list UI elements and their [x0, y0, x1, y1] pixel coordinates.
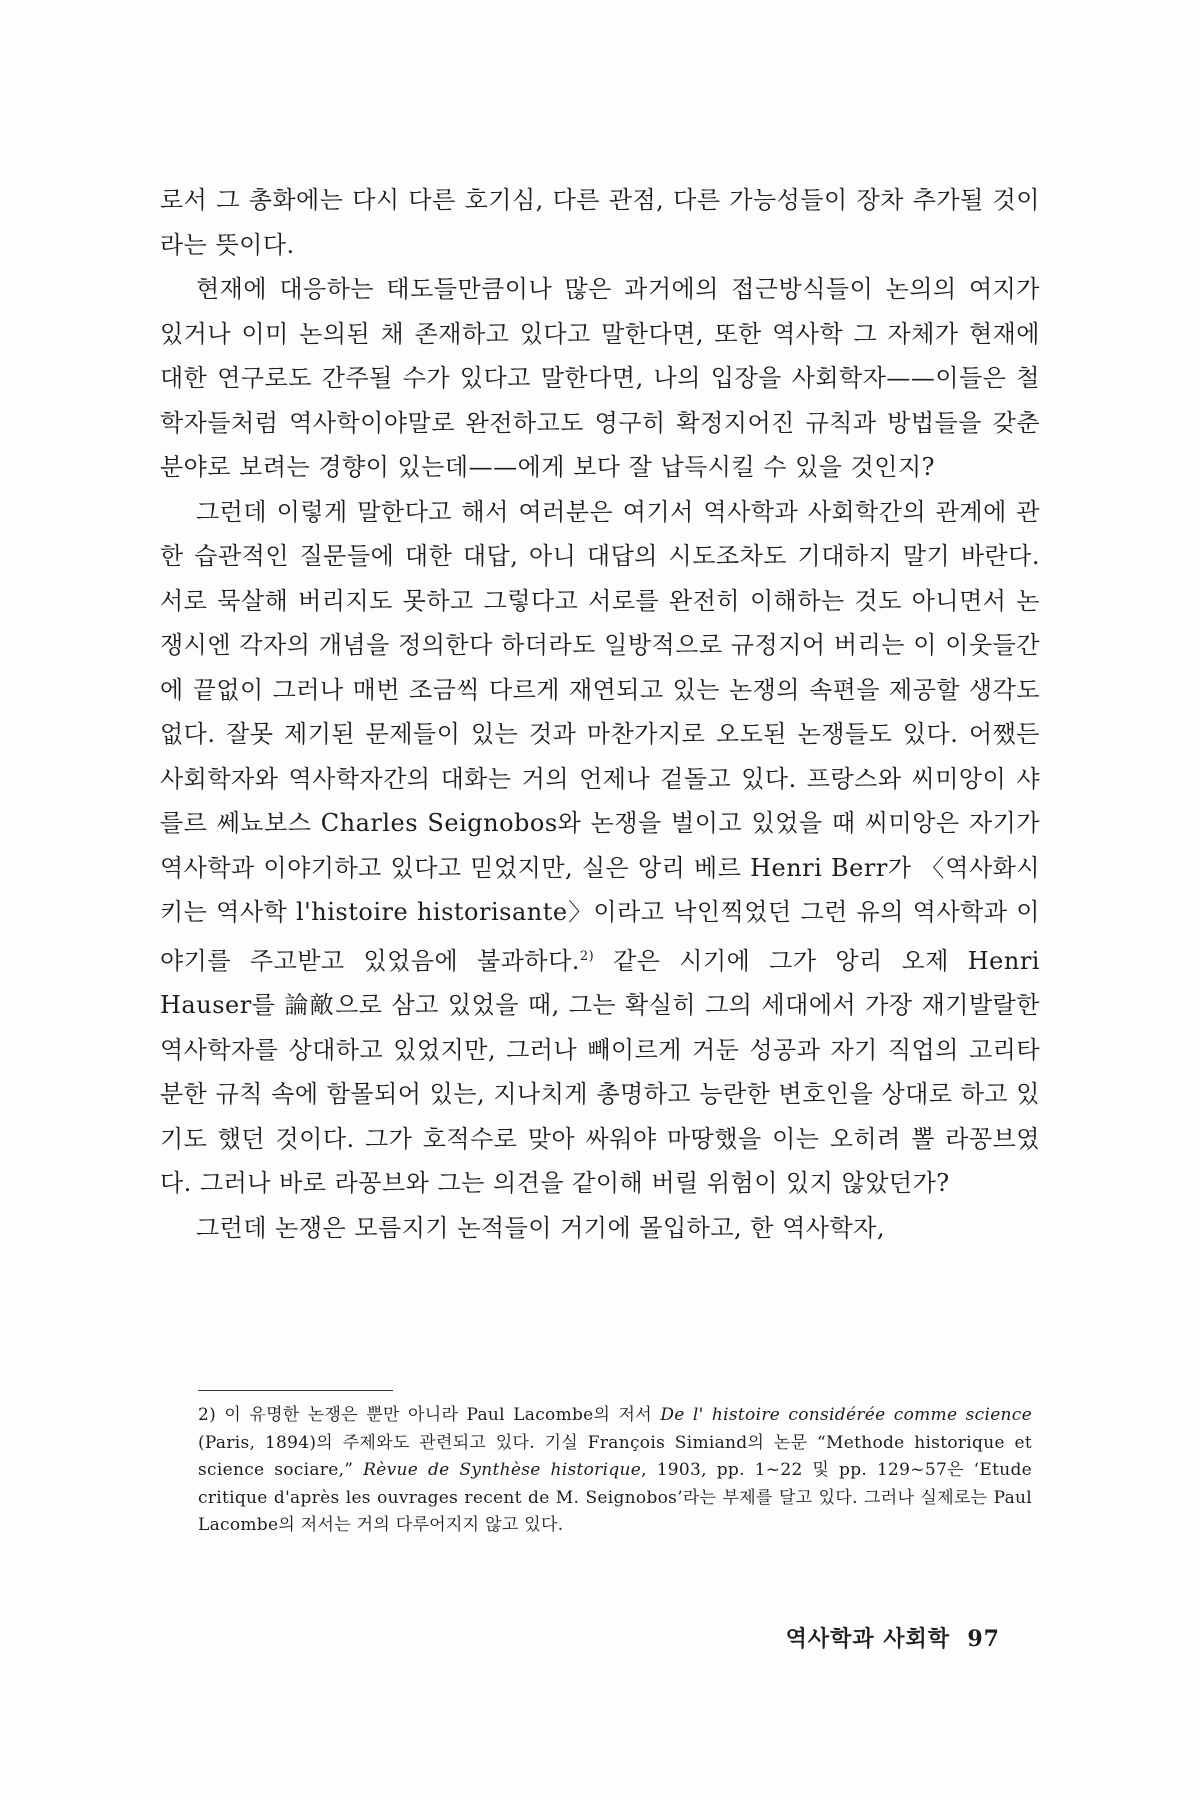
paragraph-4: 그런데 논쟁은 모름지기 논적들이 거기에 몰입하고, 한 역사학자,	[196, 1213, 885, 1242]
folio	[786, 1622, 1000, 1653]
footnote-text-3: , 1903, pp. 1~22 및 pp. 129~57은 ‘Etude critique d'après les ouvrages recent de M. Seignobos’라는 부제를 달고 있다. 그러나 실제로는 Paul Lacombe의 저서는 거의 다루어지지 않고 있다.	[198, 1460, 1032, 1535]
footnote-marker: 2)	[579, 948, 595, 964]
footnote-book-title: De l' histoire considérée comme science	[660, 1405, 1032, 1425]
paragraph-1: 로서 그 총화에는 다시 다른 호기심, 다른 관점, 다른 가능성들이 장차 추가될 것이라는 뜻이다.	[160, 186, 1040, 259]
footnote-journal-title: Rèvue de Synthèse historique	[363, 1460, 642, 1480]
running-title: 역사학과 사회학	[785, 1626, 951, 1652]
footnote-text-2: (Paris, 1894)의 주제와도 관련되고 있다. 기실 François Simiand의 논문 “Methode historique et science sociare,”	[198, 1432, 1032, 1480]
body-text	[160, 178, 1040, 1250]
footnote	[198, 1402, 1032, 1540]
paragraph-3-part-b: 같은 시기에 그가 앙리 오제 Henri Hauser를 論敵으로 삼고 있었을 때, 그는 확실히 그의 세대에서 가장 재기발랄한 역사학자를 상대하고 있었지만, 그러나 빼이르게 거둔 성공과 자기 직업의 고리타분한 규칙 속에 함몰되어 있는, 지나치게 총명하고 능란한 변호인을 상대로 하고 있기도 했던 것이다. 그가 호적수로 맞아 싸워야 마땅했을 이는 오히려 뽈 라꽁브였다. 그러나 바로 라꽁브와 그는 의견을 같이해 버릴 위험이 있지 않았던가?	[160, 946, 1040, 1197]
footnote-text-1: 2) 이 유명한 논쟁은 뿐만 아니라 Paul Lacombe의 저서	[198, 1405, 661, 1425]
paragraph-2: 현재에 대응하는 태도들만큼이나 많은 과거에의 접근방식들이 논의의 여지가 있거나 이미 논의된 채 존재하고 있다고 말한다면, 또한 역사학 그 자체가 현재에 대한 연구로도 간주될 수가 있다고 말한다면, 나의 입장을 사회학자——이들은 철학자들처럼 역사학이야말로 완전하고도 영구히 확정지어진 규칙과 방법들을 갖춘 분야로 보려는 경향이 있는데——에게 보다 잘 납득시킬 수 있을 것인지?	[160, 275, 1040, 481]
footnote-rule	[198, 1390, 393, 1391]
paragraph-3-part-a: 그런데 이렇게 말한다고 해서 여러분은 여기서 역사학과 사회학간의 관계에 관한 습관적인 질문들에 대한 대답, 아니 대답의 시도조차도 기대하지 말기 바란다. 서로 묵살해 버리지도 못하고 그렇다고 서로를 완전히 이해하는 것도 아니면서 논쟁시엔 각자의 개념을 정의한다 하더라도 일방적으로 규정지어 버리는 이 이웃들간에 끝없이 그러나 매번 조금씩 다르게 재연되고 있는 논쟁의 속편을 제공할 생각도 없다. 잘못 제기된 문제들이 있는 것과 마찬가지로 오도된 논쟁들도 있다. 어쨌든 사회학자와 역사학자간의 대화는 거의 언제나 겉돌고 있다. 프랑스와 씨미앙이 샤를르 쎄뇨보스 Charles Seignobos와 논쟁을 벌이고 있었을 때 씨미앙은 자기가 역사학과 이야기하고 있다고 믿었지만, 실은 앙리 베르 Henri Berr가 〈역사화시키는 역사학 l'histoire historisante〉이라고 낙인찍었던 그런 유의 역사학과 이야기를 주고받고 있었음에 불과하다.	[160, 497, 1040, 975]
paragraph-3	[160, 490, 1040, 1206]
page-number: 97	[967, 1626, 1000, 1652]
